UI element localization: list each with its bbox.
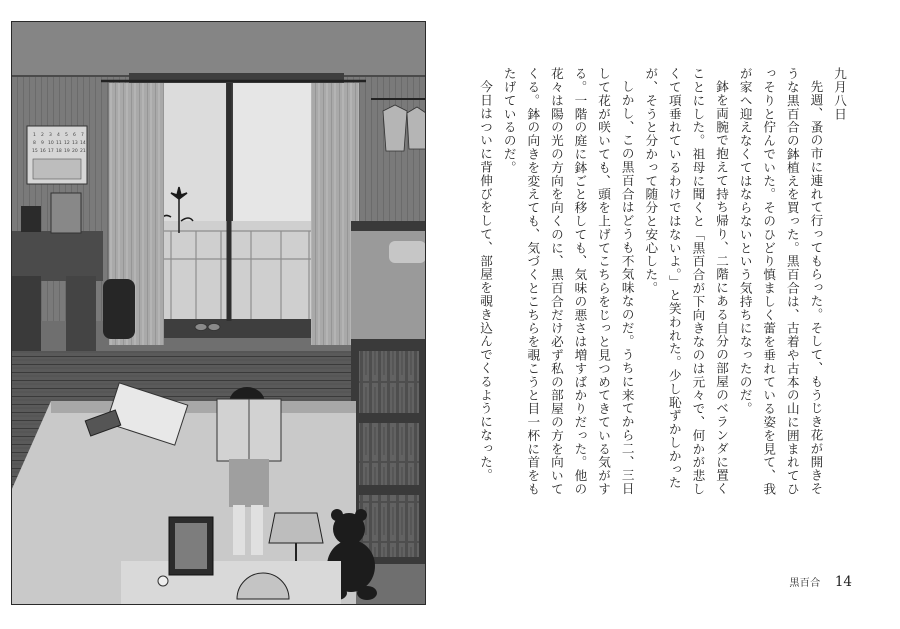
calendar-day: 20 bbox=[72, 149, 78, 154]
paragraph-1: 先週、蚤の市に連れて行ってもらった。そして、もうじき花が開きそうな黒百合の鉢植えを買った。黒百合は、古着や古本の山に囲まれてひっそりと佇んでいた。そのひどり慎ましく蕾を垂れている姿を見て、我が家へ迎えなくてはならないという気持ちになったのだ。 bbox=[737, 67, 824, 496]
paragraph-4: 今日はついに背伸びをして、部屋を覗き込んでくるようになった。 bbox=[478, 79, 494, 482]
vertical-text-block bbox=[474, 67, 852, 507]
calendar-day: 11 bbox=[56, 141, 62, 146]
calendar-day: 17 bbox=[48, 149, 54, 154]
page-number: 14 bbox=[834, 574, 852, 590]
paragraph-2: 鉢を両腕で抱えて持ち帰り、二階にある自分の部屋のベランダに置くことにした。祖母に聞くと「黒百合が下向きなのは元々で、何かが悲しくて項垂れているわけではないよ。」と笑われた。少し恥ずかしかったが、そうと分かって随分と安心した。 bbox=[643, 67, 730, 496]
calendar-day: 9 bbox=[41, 141, 44, 146]
date-heading: 九月八日 bbox=[832, 67, 847, 121]
calendar-day: 4 bbox=[57, 133, 60, 138]
calendar-day: 3 bbox=[49, 133, 52, 138]
calendar-day: 7 bbox=[81, 133, 84, 138]
calendar-day: 5 bbox=[65, 133, 68, 138]
calendar-day: 12 bbox=[64, 141, 70, 146]
wall-calendar bbox=[27, 126, 87, 184]
running-title: 黒百合 bbox=[789, 578, 821, 589]
page-footer bbox=[789, 574, 852, 590]
calendar-day: 1 bbox=[33, 133, 36, 138]
calendar-day: 13 bbox=[72, 141, 78, 146]
front-desk-surface bbox=[121, 561, 341, 605]
calendar-day: 16 bbox=[40, 149, 46, 154]
calendar-day: 15 bbox=[32, 149, 38, 154]
calendar-day: 2 bbox=[41, 133, 44, 138]
calendar-day: 10 bbox=[48, 141, 54, 146]
room-illustration bbox=[11, 21, 426, 605]
window-right-pane bbox=[233, 83, 323, 223]
calendar-day: 14 bbox=[80, 141, 86, 146]
calendar-day: 21 bbox=[80, 149, 86, 154]
calendar-day: 19 bbox=[64, 149, 70, 154]
paragraph-3: しかし、この黒百合はどうも不気味なのだ。うちに来てから二、三日して花が咲いても、頭を上げてこちらをじっと見つめてきている気がする。一階の庭に鉢ごと移しても、気味の悪さは増すばかりだった。他の花々は陽の光の方向を向くのに、黒百合だけ必ず私の部屋の方を向いてくる。鉢の向きを変えても、気づくとこちらを覗こうと目一杯に首をもたげているのだ。 bbox=[501, 67, 635, 496]
window-left-pane bbox=[161, 83, 226, 223]
calendar-day: 8 bbox=[33, 141, 36, 146]
backpack bbox=[103, 279, 135, 339]
calendar-day: 6 bbox=[73, 133, 76, 138]
calendar-day: 18 bbox=[56, 149, 62, 154]
